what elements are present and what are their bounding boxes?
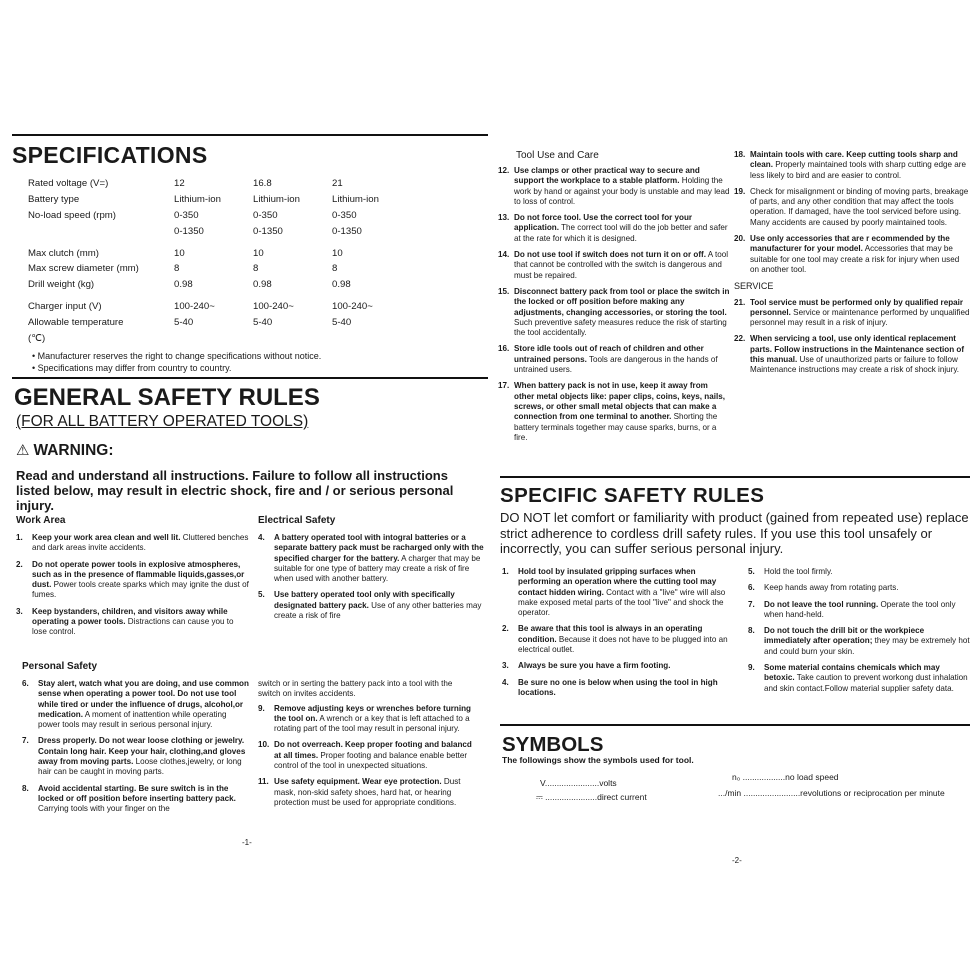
rule-item — [748, 626, 970, 657]
rule-text: Power tools create sparks which may ignite the dust of fumes. — [32, 580, 249, 600]
rule-number: 21. — [734, 297, 746, 307]
spec-label: Drill weight (kg) — [28, 279, 95, 291]
rule-bold-text: Be aware that this tool is always in an operating condition. — [518, 624, 703, 644]
personal-safety-continued — [258, 679, 474, 814]
spec-value: 0-350 — [332, 209, 357, 221]
rule-number: 14. — [498, 250, 510, 260]
spec-label: Max screw diameter (mm) — [28, 263, 139, 275]
rule-text: Check for misalignment or binding of moving parts, breakage of parts, and any other condition that may affect the tools operation. If damaged, have the tool serviced before using. Many accidents are caused by poorly maintained tools. — [750, 186, 969, 227]
rule-number: 3. — [502, 661, 509, 671]
rule-text: A wrench or a key that is left attached to a rotating part of the tool may result in personal injury. — [274, 713, 470, 734]
spec-value — [332, 330, 411, 346]
rule-item — [16, 607, 250, 638]
rule-bold-text: Do not force tool. Use the correct tool for your application. — [514, 213, 693, 233]
electrical-safety-list — [258, 533, 486, 627]
rule-number: 19. — [734, 186, 746, 196]
spec-label: (℃) — [28, 332, 46, 344]
spec-value: 10 — [253, 247, 264, 259]
symbol-direct-current: ⎓ ......................direct current — [536, 792, 647, 802]
note: • Manufacturer reserves the right to change specifications without notice. — [32, 351, 322, 361]
specific-safety-intro: DO NOT let comfort or familiarity with product (gained from repeated use) replace strict adherence to cordless drill safety rules. If you use this tool unsafely or incorrectly, you can suffer serious personal injury. — [500, 510, 969, 556]
rule-bold-text: When battery pack is not in use, keep it away from other metal objects like: paper clips, coins, keys, nails, screws, or other small metal objects that can make a connection from one terminal to another. — [514, 381, 725, 422]
symbol-no-load-speed: n₀ ..................no load speed — [732, 772, 839, 782]
rule-number: 9. — [258, 703, 265, 713]
rule-number: 13. — [498, 213, 510, 223]
rule-item — [734, 187, 970, 228]
rule-text: Accessories that may be suitable for one tool may create a risk for injury when used on another tool. — [750, 244, 960, 274]
symbol-per-minute: .../min ........................revolutions or reciprocation per minute — [718, 788, 945, 798]
spec-label: Battery type — [28, 194, 80, 206]
spec-label: Max clutch (mm) — [28, 247, 99, 259]
section-divider — [500, 476, 970, 478]
spec-value: 0-350 — [174, 209, 199, 221]
specific-rules-list — [502, 567, 732, 704]
rule-bold-text: Some material contains chemicals which may betoxic. — [764, 663, 940, 683]
rule-item — [734, 334, 970, 375]
rule-bold-text: Do not touch the drill bit or the workpiece immediately after operation; — [764, 626, 925, 646]
rule-text: Properly maintained tools with sharp cutting edge are less likely to bird and are easier to control. — [750, 160, 966, 180]
rule-item — [502, 567, 732, 618]
page-number: -1- — [242, 838, 252, 847]
spec-value: 5-40 — [332, 316, 352, 328]
rule-bold-text: Stay alert, watch what you are doing, and use common sense when operating a power tool. Do not use tool while tired or under the influence of drugs, alcohol,or medication. — [38, 679, 249, 719]
rule-number: 5. — [748, 567, 755, 576]
spec-value: 8 — [332, 263, 338, 275]
spec-value: Lithium-ion — [174, 194, 221, 206]
rule-text: The correct tool will do the job better and safer at the rate for which it is designed. — [514, 223, 728, 243]
spec-value: 100-240~ — [332, 300, 373, 312]
spec-value — [253, 330, 332, 346]
spec-row — [28, 261, 411, 277]
service-items — [734, 298, 970, 376]
rule-number: 3. — [16, 606, 23, 616]
spec-label: Charger input (V) — [28, 300, 102, 312]
spec-value: 10 — [332, 247, 343, 259]
rule-text: Contact with a "live" wire will also make exposed metal parts of the tool "live" and shock the operator. — [518, 587, 726, 618]
rule-number: 10. — [258, 740, 270, 750]
rule-bold-text: A battery operated tool with intogral batteries or a separate battery pack must be racharged only with the specified charger for the battery. — [274, 533, 484, 563]
rule-number: 1. — [16, 533, 23, 542]
spec-label: Rated voltage (V=) — [28, 178, 109, 190]
rule-text: Use of any other batteries may create a risk of fire — [274, 600, 482, 621]
rule-bold-text: Maintain tools with care. Keep cutting tools sharp and clean. — [750, 150, 958, 170]
spec-value: 16.8 — [253, 178, 272, 190]
page-number: -2- — [732, 856, 742, 865]
rule-number: 8. — [748, 626, 755, 636]
spec-value: Lithium-ion — [253, 194, 300, 206]
spec-value: 0.98 — [174, 279, 193, 291]
specific-safety-heading: SPECIFIC SAFETY RULES — [500, 484, 765, 507]
tool-care-list — [734, 150, 970, 382]
rule-item — [502, 661, 732, 671]
rule-bold-text: Keep your work area clean and well lit. — [32, 533, 181, 542]
rule-item — [258, 740, 474, 771]
rule-bold-text: Hold tool by insulated gripping surfaces when performing an operation where the cutting tool may contact hidden wiring. — [518, 567, 717, 597]
rule-item — [258, 704, 474, 735]
work-area-list — [16, 533, 250, 644]
rule-number: 16. — [498, 344, 510, 354]
rule-bold-text: Use safety equipment. Wear eye protection. — [274, 777, 442, 787]
rule-number: 18. — [734, 150, 746, 159]
symbols-heading: SYMBOLS — [502, 733, 604, 756]
rule-text: Because it does not have to be plugged into an electrical outlet. — [518, 634, 728, 655]
rule-text: A moment of inattention while operating power tools may result in serious personal injury. — [38, 709, 227, 730]
rule-text: Tools are dangerous in the hands of untrained users. — [514, 354, 718, 375]
rule-item — [16, 533, 250, 554]
rule-number: 5. — [258, 590, 265, 600]
general-safety-subtitle: (FOR ALL BATTERY OPERATED TOOLS) — [16, 413, 309, 430]
spec-row — [28, 176, 411, 192]
rule-text: Carrying tools with your finger on the — [38, 804, 170, 814]
spec-row — [28, 208, 411, 224]
rule-item — [748, 567, 970, 577]
spec-row — [28, 277, 411, 293]
warning-label — [16, 441, 114, 460]
rule-number: 11. — [258, 777, 269, 787]
continued-text: switch or in serting the battery pack into a tool with the switch on invites accidents. — [258, 679, 453, 699]
rule-item — [498, 166, 730, 207]
rule-bold-text: Do not leave the tool running. — [764, 599, 879, 609]
rule-number: 1. — [502, 567, 509, 576]
spec-value: Lithium-ion — [332, 194, 379, 206]
rule-item — [502, 678, 732, 699]
rule-text: A charger that may be suitable for one type of battery may create a risk of fire when used with another battery. — [274, 553, 481, 584]
rule-number: 6. — [748, 583, 755, 593]
electrical-safety-heading: Electrical Safety — [258, 515, 336, 526]
spec-row — [28, 314, 411, 330]
rule-number: 20. — [734, 234, 746, 244]
tool-use-list — [498, 166, 730, 449]
right-page — [490, 0, 980, 980]
rule-number: 8. — [22, 783, 29, 793]
rule-number: 6. — [22, 679, 29, 688]
tool-use-heading: Tool Use and Care — [516, 150, 599, 161]
spec-label: No-load speed (rpm) — [28, 209, 116, 221]
rule-number: 2. — [502, 624, 509, 634]
rule-item — [748, 583, 970, 593]
rule-item — [22, 784, 250, 815]
spec-value: 10 — [174, 247, 185, 259]
specifications-heading: SPECIFICATIONS — [12, 142, 208, 168]
rule-text: Such preventive safety measures reduce the risk of starting the tool accidentally. — [514, 317, 727, 338]
rule-text: Distractions can cause you to lose control. — [32, 617, 234, 637]
rule-text: they may be extremely hot and could burn your skin. — [764, 636, 970, 656]
section-divider — [500, 724, 970, 726]
rule-item — [502, 624, 732, 655]
rule-text: Holding the work by hand or against your body is unstable and may lead to loss of control. — [514, 176, 730, 206]
rule-text: Operate the tool only when hand-held. — [764, 599, 956, 619]
rule-text: Proper footing and balance enable better control of the tool in unexpected situations. — [274, 750, 468, 771]
rule-text: Loose clothes,jewelry, or long hair can be caught in moving parts. — [38, 757, 242, 777]
rule-text: Dust mask, non-skid safety shoes, hard hat, or hearing protection must be used for appropriate conditions. — [274, 777, 461, 807]
spec-value: 0.98 — [253, 279, 272, 291]
spec-value: 8 — [253, 263, 259, 275]
rule-number: 2. — [16, 559, 23, 569]
general-intro: Read and understand all instructions. Failure to follow all instructions listed below, may result in electric shock, fire and / or serious personal injury. — [16, 468, 454, 513]
rule-number: 4. — [502, 677, 509, 687]
rule-text: Service or maintenance performed by unqualified personnel may result in a risk of injury. — [750, 307, 970, 328]
rule-number: 22. — [734, 334, 746, 344]
top-divider — [12, 134, 488, 136]
rule-bold-text: Use only accessories that are r ecommended by the manufacturer for your model. — [750, 234, 950, 254]
spec-value: 0-350 — [253, 209, 278, 221]
rule-number: 17. — [498, 381, 510, 391]
rule-item — [498, 213, 730, 244]
general-safety-heading: GENERAL SAFETY RULES — [14, 384, 320, 411]
rule-bold-text: Use clamps or other practical way to secure and support the workplace to a stable platform. — [514, 166, 700, 186]
symbols-intro: The followings show the symbols used for tool. — [502, 755, 694, 765]
spec-value: 0-1350 — [174, 225, 204, 237]
warning-text: WARNING: — [33, 442, 114, 459]
spec-value: 100-240~ — [174, 300, 215, 312]
rule-item — [734, 234, 970, 275]
rule-bold-text: Dress properly. Do not wear loose clothing or jewelry. Contain long hair. Keep your hair, clothing,and gloves away from moving parts. — [38, 736, 246, 767]
rule-text: A tool that cannot be controlled with the switch is dangerous and must be repaired. — [514, 250, 729, 280]
warning-icon: ⚠ — [16, 442, 30, 459]
rule-item — [16, 560, 250, 601]
spec-row — [28, 299, 411, 315]
rule-item — [498, 381, 730, 443]
service-heading: SERVICE — [734, 281, 774, 292]
rule-text: Shorting the battery terminals together may cause sparks, burns, or a fire. — [514, 412, 718, 442]
spec-label: Allowable temperature — [28, 316, 124, 328]
personal-safety-list — [22, 679, 250, 821]
rule-text: Hold the tool firmly. — [764, 567, 833, 576]
rule-item — [258, 590, 486, 621]
rule-bold-text: Store idle tools out of reach of children and other untrained persons. — [514, 344, 704, 364]
specification-notes — [32, 350, 321, 374]
spec-value: 0-1350 — [253, 225, 283, 237]
rule-text: Keep hands away from rotating parts. — [764, 583, 899, 593]
note: • Specifications may differ from country to country. — [32, 363, 232, 373]
spec-value: 8 — [174, 263, 180, 275]
rule-bold-text: Keep bystanders, children, and visitors away while operating a power tools. — [32, 606, 228, 627]
rule-number: 12. — [498, 166, 510, 175]
spec-value: 12 — [174, 178, 185, 190]
spec-value — [174, 330, 253, 346]
spec-row — [28, 223, 411, 239]
spec-value: 0.98 — [332, 279, 351, 291]
rule-item — [498, 344, 730, 375]
spec-row — [28, 192, 411, 208]
rule-item — [734, 298, 970, 329]
rule-text: Use of unauthorized parts or failure to follow Maintenance instructions may create a risk of shock injury. — [750, 355, 960, 375]
rule-item — [734, 150, 970, 181]
specific-rules-list-b — [748, 567, 970, 700]
specifications-table — [28, 176, 411, 346]
personal-safety-list-b — [258, 704, 474, 809]
spec-value: 0-1350 — [332, 225, 362, 237]
rule-bold-text: Be sure no one is below when using the tool in high locations. — [518, 677, 718, 697]
rule-bold-text: Remove adjusting keys or wrenches before turning the tool on. — [274, 703, 471, 723]
rule-bold-text: Use battery operated tool only with specifically designated battery pack. — [274, 590, 455, 610]
rule-item — [498, 250, 730, 281]
personal-safety-heading: Personal Safety — [22, 661, 98, 672]
rule-item — [748, 663, 970, 694]
rule-bold-text: Disconnect battery pack from tool or place the switch in the locked or off position before making any adjustments, changing accessories, or storing the tool. — [514, 286, 730, 317]
rule-bold-text: Do not operate power tools in explosive atmospheres, such as in the presence of flammable liquids,gasses,or dust. — [32, 559, 245, 590]
rule-number: 7. — [22, 736, 29, 746]
rule-bold-text: Tool service must be performed only by qualified repair personnel. — [750, 297, 964, 317]
spec-label — [28, 223, 174, 239]
spec-row — [28, 330, 411, 346]
symbol-volts: V.......................volts — [540, 778, 617, 788]
spec-value: 100-240~ — [253, 300, 294, 312]
rule-item — [258, 777, 474, 808]
section-divider — [12, 377, 488, 379]
rule-number: 4. — [258, 533, 265, 542]
spec-value: 5-40 — [253, 316, 273, 328]
rule-number: 9. — [748, 663, 755, 673]
rule-item — [258, 533, 486, 584]
work-area-heading: Work Area — [16, 515, 66, 526]
rule-text: Take caution to prevent workong dust inhalation and skin contact.Follow material supplier safety data. — [764, 673, 968, 693]
tool-care-items — [734, 150, 970, 275]
rule-bold-text: Always be sure you have a firm footing. — [518, 661, 671, 671]
rule-bold-text: Avoid accidental starting. Be sure switch is in the locked or off position before inserting battery pack. — [38, 783, 236, 803]
rule-text: Cluttered benches and dark areas invite accidents. — [32, 533, 249, 553]
rule-item — [498, 287, 730, 338]
rule-bold-text: Do not overreach. Keep proper footing and balancd at all times. — [274, 740, 472, 760]
rule-item — [748, 600, 970, 621]
rule-item — [22, 679, 250, 730]
rule-bold-text: When servicing a tool, use only identical replacement parts. Follow instructions in the Maintenance section of this manual. — [750, 334, 965, 365]
rule-bold-text: Do not use tool if switch does not turn it on or off. — [514, 250, 706, 260]
rule-number: 15. — [498, 286, 510, 296]
spec-value: 5-40 — [174, 316, 194, 328]
rule-number: 7. — [748, 599, 755, 609]
rule-item — [22, 736, 250, 777]
spec-value: 21 — [332, 178, 343, 190]
spec-row — [28, 245, 411, 261]
